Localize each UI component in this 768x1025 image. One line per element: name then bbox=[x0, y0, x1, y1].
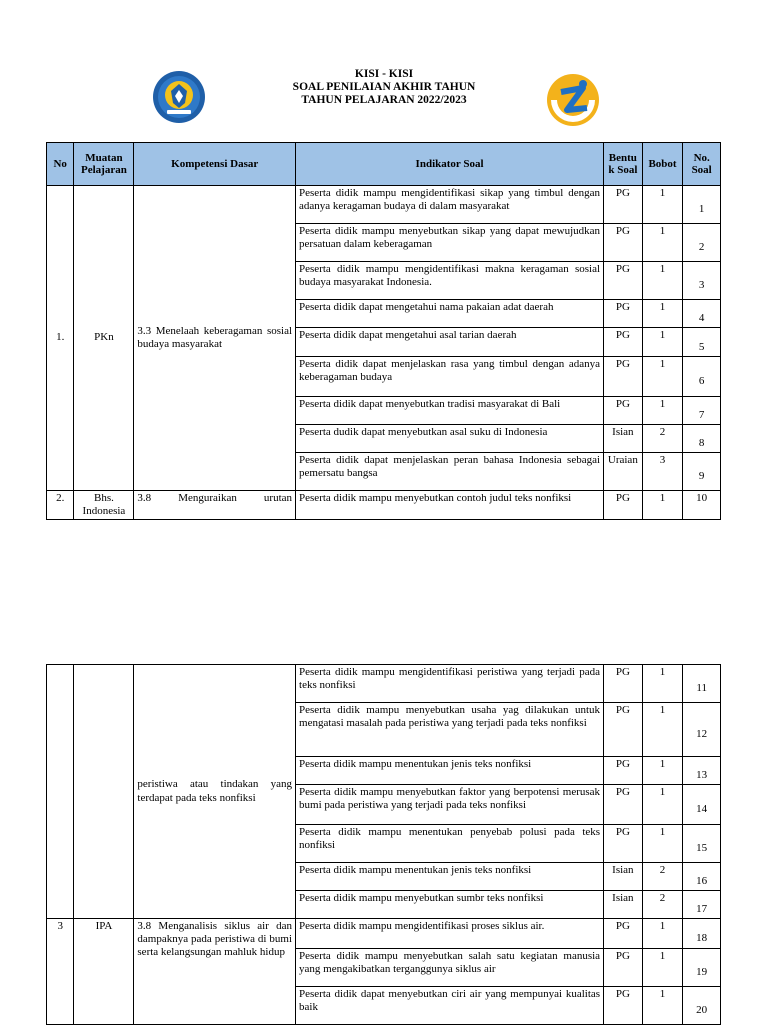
cell-nosoal: 10 bbox=[683, 491, 721, 520]
cell-bentuk: PG bbox=[604, 224, 643, 262]
col-header-no: No bbox=[47, 143, 74, 186]
cell-bobot: 2 bbox=[642, 891, 683, 919]
cell-bobot: 1 bbox=[642, 224, 683, 262]
kurikulum-merdeka-logo bbox=[545, 72, 601, 128]
cell-indikator: Peserta didik mampu menyebutkan sumbr teks nonfiksi bbox=[296, 891, 604, 919]
cell-muatan bbox=[74, 665, 134, 919]
cell-indikator: Peserta didik mampu mengidentifikasi sikap yang timbul dengan adanya keragaman budaya di dalam masyarakat bbox=[296, 186, 604, 224]
cell-kd: peristiwa atau tindakan yang terdapat pada teks nonfiksi bbox=[134, 665, 296, 919]
cell-bobot: 1 bbox=[642, 757, 683, 785]
cell-indikator: Peserta didik dapat menjelaskan rasa yang timbul dengan adanya keberagaman budaya bbox=[296, 357, 604, 397]
cell-indikator: Peserta didik mampu menyebutkan usaha yag dilakukan untuk mengatasi masalah pada peristiwa yang terjadi pada teks nonfiksi bbox=[296, 703, 604, 757]
cell-bentuk: PG bbox=[604, 491, 643, 520]
cell-indikator: Peserta didik mampu menentukan penyebab polusi pada teks nonfiksi bbox=[296, 825, 604, 863]
cell-bentuk: PG bbox=[604, 665, 643, 703]
cell-bentuk: PG bbox=[604, 262, 643, 300]
cell-indikator: Peserta didik dapat menjelaskan peran bahasa Indonesia sebagai pemersatu bangsa bbox=[296, 453, 604, 491]
cell-bobot: 1 bbox=[642, 328, 683, 357]
cell-nosoal: 12 bbox=[683, 703, 721, 757]
cell-bentuk: PG bbox=[604, 825, 643, 863]
cell-nosoal: 3 bbox=[683, 262, 721, 300]
cell-bentuk: PG bbox=[604, 357, 643, 397]
cell-kd: 3.3 Menelaah keberagaman sosial budaya masyarakat bbox=[134, 186, 296, 491]
cell-bentuk: PG bbox=[604, 785, 643, 825]
cell-nosoal: 15 bbox=[683, 825, 721, 863]
cell-bobot: 1 bbox=[642, 300, 683, 328]
cell-bobot: 1 bbox=[642, 785, 683, 825]
cell-bobot: 1 bbox=[642, 357, 683, 397]
cell-no: 1. bbox=[47, 186, 74, 491]
cell-indikator: Peserta didik dapat mengetahui nama pakaian adat daerah bbox=[296, 300, 604, 328]
cell-bentuk: PG bbox=[604, 397, 643, 425]
cell-bentuk: PG bbox=[604, 703, 643, 757]
cell-kd: 3.8 Menguraikan urutan bbox=[134, 491, 296, 520]
cell-nosoal: 7 bbox=[683, 397, 721, 425]
cell-nosoal: 19 bbox=[683, 949, 721, 987]
cell-nosoal: 17 bbox=[683, 891, 721, 919]
cell-nosoal: 5 bbox=[683, 328, 721, 357]
cell-bobot: 2 bbox=[642, 863, 683, 891]
cell-indikator: Peserta didik mampu menyebutkan faktor yang berpotensi merusak bumi pada peristiwa yang terjadi pada teks nonfiksi bbox=[296, 785, 604, 825]
cell-bentuk: PG bbox=[604, 757, 643, 785]
cell-no: 3 bbox=[47, 919, 74, 1025]
cell-bentuk: PG bbox=[604, 300, 643, 328]
col-header-muatan: Muatan Pelajaran bbox=[74, 143, 134, 186]
cell-bentuk: PG bbox=[604, 949, 643, 987]
cell-muatan: IPA bbox=[74, 919, 134, 1025]
cell-bobot: 1 bbox=[642, 186, 683, 224]
cell-nosoal: 2 bbox=[683, 224, 721, 262]
cell-bobot: 1 bbox=[642, 397, 683, 425]
cell-kd: 3.8 Menganalisis siklus air dan dampaknya pada peristiwa di bumi serta kelangsungan mahluk hidup bbox=[134, 919, 296, 1025]
cell-indikator: Peserta didik mampu menentukan jenis teks nonfiksi bbox=[296, 863, 604, 891]
cell-indikator: Peserta didik mampu menyebutkan sikap yang dapat mewujudkan persatuan dalam keberagaman bbox=[296, 224, 604, 262]
cell-indikator: Peserta didik mampu mengidentifikasi makna keragaman sosial budaya masyarakat Indonesia. bbox=[296, 262, 604, 300]
cell-indikator: Peserta didik mampu menentukan jenis teks nonfiksi bbox=[296, 757, 604, 785]
cell-bentuk: Uraian bbox=[604, 453, 643, 491]
cell-nosoal: 20 bbox=[683, 987, 721, 1025]
table-header-row bbox=[47, 143, 721, 186]
cell-indikator: Peserta didik dapat menyebutkan tradisi masyarakat di Bali bbox=[296, 397, 604, 425]
table-row bbox=[47, 919, 721, 949]
cell-no bbox=[47, 665, 74, 919]
table-row bbox=[47, 186, 721, 224]
table-row bbox=[47, 665, 721, 703]
cell-bobot: 1 bbox=[642, 703, 683, 757]
header-year: TAHUN PELAJARAN 2022/2023 bbox=[301, 94, 467, 106]
col-header-kd: Kompetensi Dasar bbox=[134, 143, 296, 186]
exam-grid-table-1 bbox=[46, 142, 721, 520]
cell-indikator: Peserta didik dapat menyebutkan ciri air yang mempunyai kualitas baik bbox=[296, 987, 604, 1025]
cell-indikator: Peserta didik mampu menyebutkan salah satu kegiatan manusia yang mengakibatkan terganggunya siklus air bbox=[296, 949, 604, 987]
col-header-indikator: Indikator Soal bbox=[296, 143, 604, 186]
col-header-nosoal: No. Soal bbox=[683, 143, 721, 186]
cell-nosoal: 8 bbox=[683, 425, 721, 453]
cell-nosoal: 16 bbox=[683, 863, 721, 891]
cell-bobot: 1 bbox=[642, 987, 683, 1025]
cell-bentuk: PG bbox=[604, 987, 643, 1025]
header-subtitle: SOAL PENILAIAN AKHIR TAHUN bbox=[292, 81, 476, 93]
cell-no: 2. bbox=[47, 491, 74, 520]
col-header-bentuk: Bentu k Soal bbox=[604, 143, 643, 186]
col-header-bobot: Bobot bbox=[642, 143, 683, 186]
cell-bobot: 1 bbox=[642, 665, 683, 703]
exam-grid-table-2 bbox=[46, 664, 721, 1025]
cell-bobot: 1 bbox=[642, 262, 683, 300]
cell-indikator: Peserta didik dapat mengetahui asal tarian daerah bbox=[296, 328, 604, 357]
document-header bbox=[0, 68, 768, 107]
cell-nosoal: 18 bbox=[683, 919, 721, 949]
cell-bobot: 2 bbox=[642, 425, 683, 453]
cell-bentuk: Isian bbox=[604, 425, 643, 453]
cell-nosoal: 11 bbox=[683, 665, 721, 703]
cell-bentuk: Isian bbox=[604, 891, 643, 919]
cell-bobot: 1 bbox=[642, 491, 683, 520]
cell-nosoal: 13 bbox=[683, 757, 721, 785]
cell-nosoal: 14 bbox=[683, 785, 721, 825]
header-title: KISI - KISI bbox=[354, 68, 414, 80]
cell-bentuk: Isian bbox=[604, 863, 643, 891]
table-row bbox=[47, 491, 721, 520]
cell-bobot: 3 bbox=[642, 453, 683, 491]
cell-nosoal: 6 bbox=[683, 357, 721, 397]
cell-bentuk: PG bbox=[604, 328, 643, 357]
cell-bentuk: PG bbox=[604, 919, 643, 949]
cell-bobot: 1 bbox=[642, 919, 683, 949]
cell-nosoal: 4 bbox=[683, 300, 721, 328]
cell-muatan: Bhs. Indonesia bbox=[74, 491, 134, 520]
cell-muatan: PKn bbox=[74, 186, 134, 491]
cell-indikator: Peserta didik mampu mengidentifikasi proses siklus air. bbox=[296, 919, 604, 949]
cell-indikator: Peserta didik mampu menyebutkan contoh judul teks nonfiksi bbox=[296, 491, 604, 520]
cell-nosoal: 9 bbox=[683, 453, 721, 491]
cell-bobot: 1 bbox=[642, 949, 683, 987]
cell-indikator: Peserta dudik dapat menyebutkan asal suku di Indonesia bbox=[296, 425, 604, 453]
cell-bobot: 1 bbox=[642, 825, 683, 863]
cell-bentuk: PG bbox=[604, 186, 643, 224]
cell-indikator: Peserta didik mampu mengidentifikasi peristiwa yang terjadi pada teks nonfiksi bbox=[296, 665, 604, 703]
cell-nosoal: 1 bbox=[683, 186, 721, 224]
